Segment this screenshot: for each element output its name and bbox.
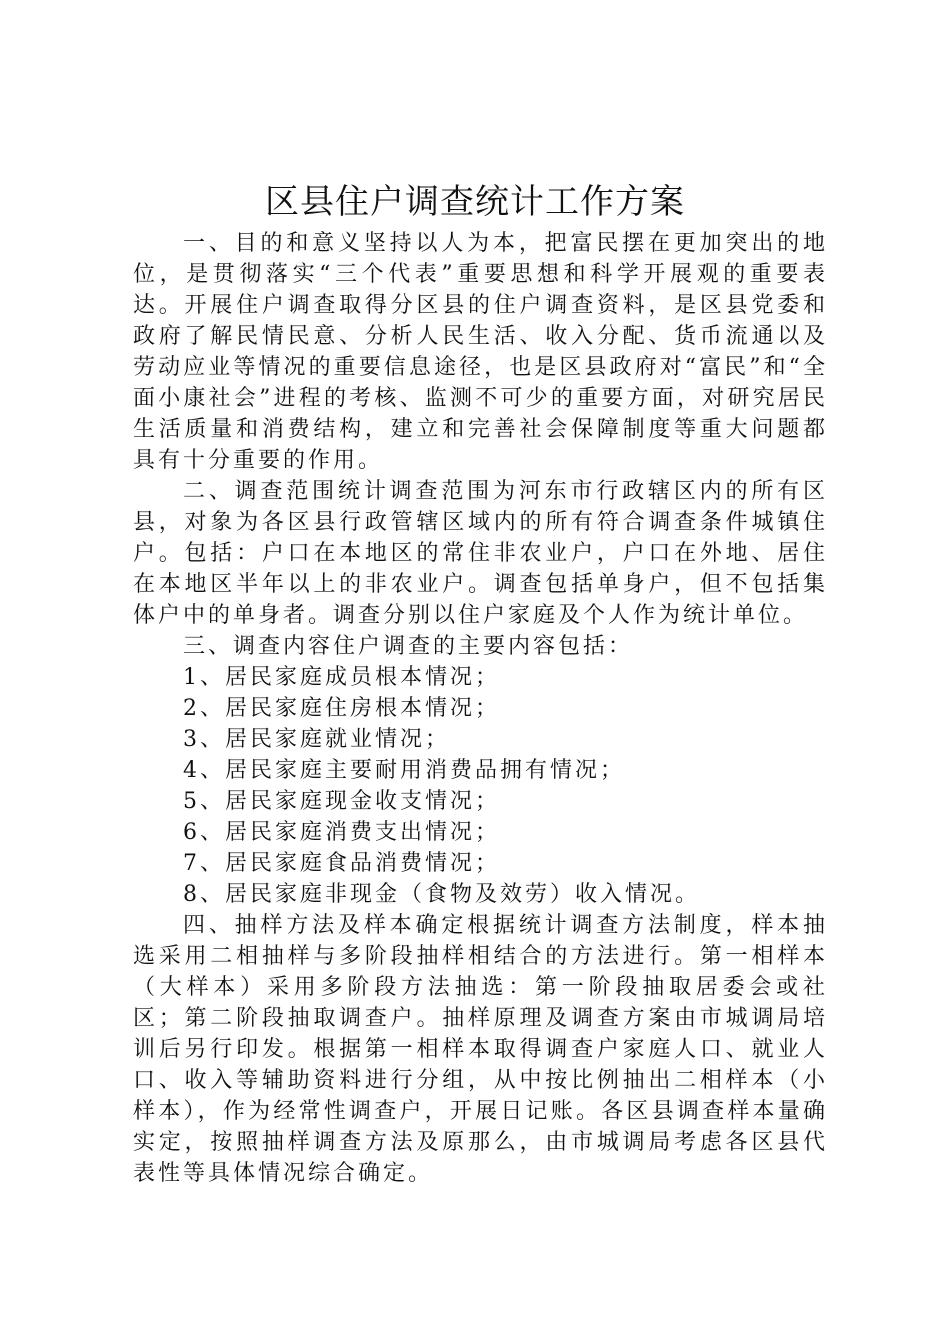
list-item: 4、居民家庭主要耐用消费品拥有情况； [183,758,625,783]
section-scope-paragraph: 二、调查范围统计调查范围为河东市行政辖区内的所有区县，对象为各区县行政管辖区域内的所有符合调查条件城镇住户。包括：户口在本地区的常住非农业户，户口在外地、居住在本地区半年以上的非农业户。调查包括单身户，但不包括集体户中的单身者。调查分别以住户家庭及个人作为统计单位。 [133,479,828,628]
document-title: 区县住户调查统计工作方案 [265,182,685,222]
list-item: 2、居民家庭住房根本情况； [183,696,500,721]
list-item: 5、居民家庭现金收支情况； [183,789,500,814]
list-item: 8、居民家庭非现金（食物及效劳）收入情况。 [183,882,700,907]
list-item: 3、居民家庭就业情况； [183,727,450,752]
section-purpose-paragraph: 一、目的和意义坚持以人为本，把富民摆在更加突出的地位，是贯彻落实“三个代表”重要思想和科学开展观的重要表达。开展住户调查取得分区县的住户调查资料，是区县党委和政府了解民情民意、分析人民生活、收入分配、货币流通以及劳动应业等情况的重要信息途径，也是区县政府对“富民”和“全面小康社会”进程的考核、监测不可少的重要方面，对研究居民生活质量和消费结构，建立和完善社会保障制度等重大问题都具有十分重要的作用。 [133,231,828,473]
document-body [133,228,828,1189]
list-item: 6、居民家庭消费支出情况； [183,820,500,845]
section-sampling-paragraph: 四、抽样方法及样本确定根据统计调查方法制度，样本抽选采用二相抽样与多阶段抽样相结合的方法进行。第一相样本（大样本）采用多阶段方法抽选：第一阶段抽取居委会或社区；第二阶段抽取调查户。抽样原理及调查方案由市城调局培训后另行印发。根据第一相样本取得调查户家庭人口、就业人口、收入等辅助资料进行分组，从中按比例抽出二相样本（小样本），作为经常性调查户，开展日记账。各区县调查样本量确实定，按照抽样调查方法及原那么，由市城调局考虑各区县代表性等具体情况综合确定。 [133,913,828,1186]
list-item: 1、居民家庭成员根本情况； [183,665,500,690]
section-content-paragraph: 三、调查内容住户调查的主要内容包括： [183,634,634,659]
list-item: 7、居民家庭食品消费情况； [183,851,500,876]
